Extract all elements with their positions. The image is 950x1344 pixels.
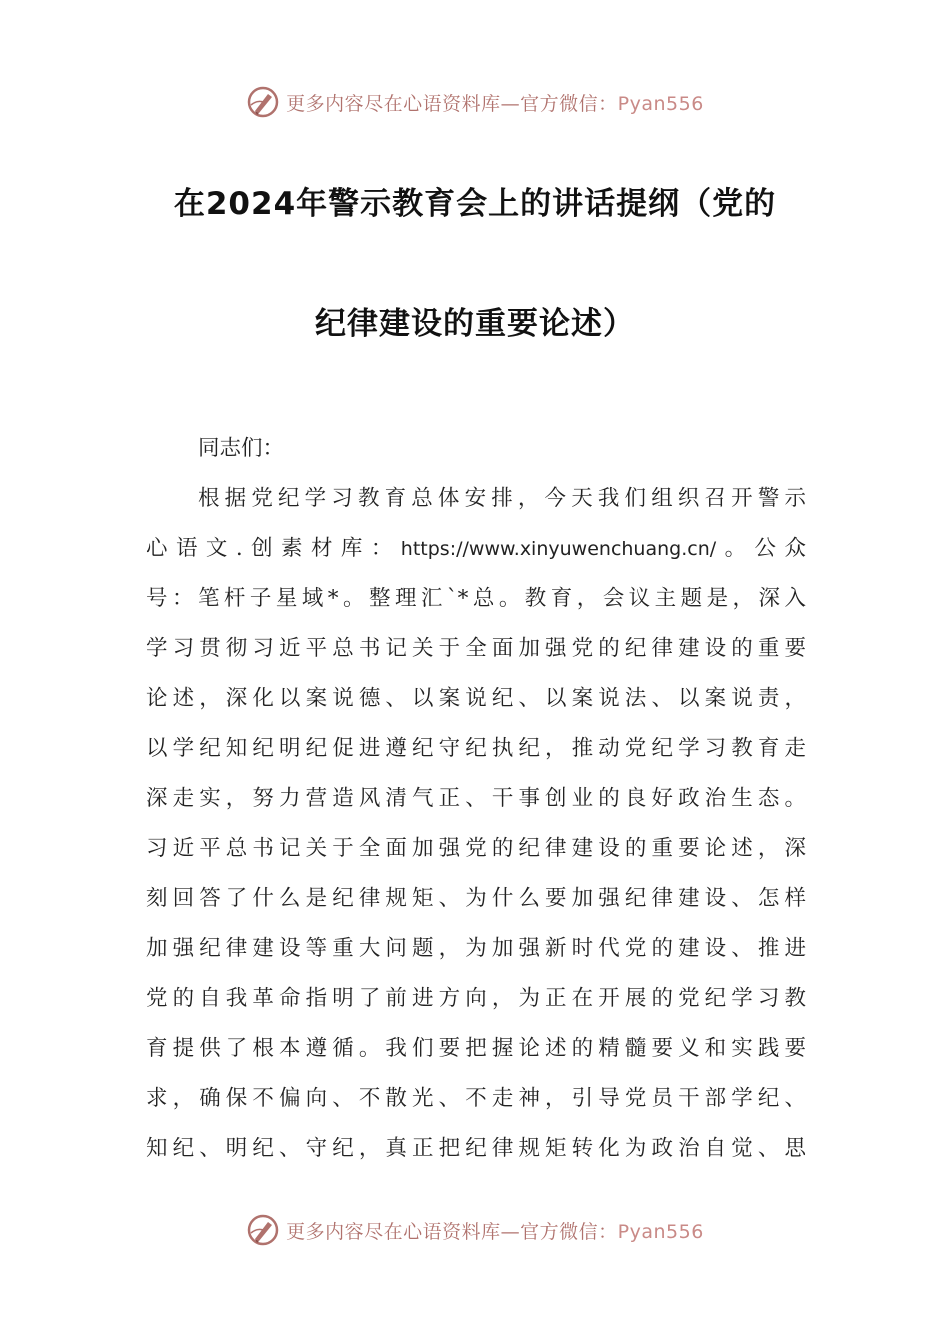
paragraph-line: 刻回答了什么是纪律规矩、为什么要加强纪律建设、怎样 xyxy=(146,886,806,911)
paragraph-line: 育提供了根本遵循。我们要把握论述的精髓要义和实践要 xyxy=(146,1036,806,1061)
header-watermark xyxy=(0,82,950,122)
pen-logo-icon xyxy=(246,85,280,119)
watermark-text: 更多内容尽在心语资料库—官方微信：Pyan556 xyxy=(286,92,704,115)
paragraph-line: 深走实，努力营造风清气正、干事创业的良好政治生态。 xyxy=(146,786,806,811)
paragraph-line: 习近平总书记关于全面加强党的纪律建设的重要论述，深 xyxy=(146,836,806,861)
document-title-line-2: 纪律建设的重要论述） xyxy=(315,306,635,342)
pen-logo-icon xyxy=(246,1213,280,1247)
paragraph-line: 学习贯彻习近平总书记关于全面加强党的纪律建设的重要 xyxy=(146,636,806,661)
paragraph-line: 求，确保不偏向、不散光、不走神，引导党员干部学纪、 xyxy=(146,1086,806,1111)
paragraph-line-with-url: 心语文.创素材库：https://www.xinyuwenchuang.cn/。公众 xyxy=(146,536,806,561)
source-url: https://www.xinyuwenchuang.cn/ xyxy=(400,538,717,560)
document-title-line-1: 在2024年警示教育会上的讲话提纲（党的 xyxy=(173,186,777,222)
paragraph-line: 知纪、明纪、守纪，真正把纪律规矩转化为政治自觉、思 xyxy=(146,1136,806,1161)
watermark-text: 更多内容尽在心语资料库—官方微信：Pyan556 xyxy=(286,1220,704,1243)
paragraph-line: 以学纪知纪明纪促进遵纪守纪执纪，推动党纪学习教育走 xyxy=(146,736,806,761)
paragraph-line: 加强纪律建设等重大问题，为加强新时代党的建设、推进 xyxy=(146,936,806,961)
speech-body xyxy=(146,424,806,1174)
paragraph-line: 论述，深化以案说德、以案说纪、以案说法、以案说责， xyxy=(146,686,806,711)
footer-watermark xyxy=(0,1210,950,1250)
salutation: 同志们： xyxy=(198,436,285,461)
paragraph-line: 根据党纪学习教育总体安排，今天我们组织召开警示 xyxy=(198,486,806,511)
paragraph-line: 号：笔杆子星域*。整理汇`*总。教育，会议主题是，深入 xyxy=(146,586,806,611)
paragraph-line: 党的自我革命指明了前进方向，为正在开展的党纪学习教 xyxy=(146,986,806,1011)
